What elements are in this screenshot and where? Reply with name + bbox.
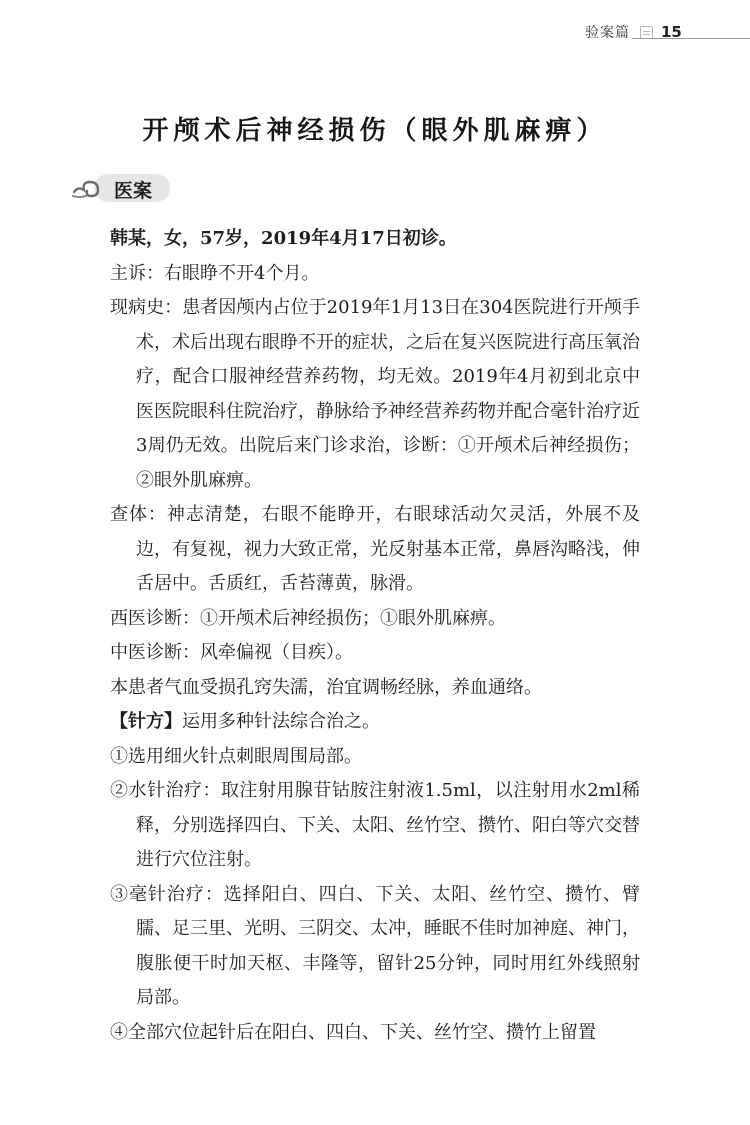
paragraph: ①选用细火针点刺眼周围局部。 <box>110 745 362 767</box>
paragraph: ②水针治疗：取注射用腺苷钴胺注射液1.5ml，以注射用水2ml稀释，分别选择四白、下关、太阳、丝竹空、攒竹、阳白等穴交替进行穴位注射。 <box>110 780 640 870</box>
badge-label: 医案 <box>114 180 153 202</box>
page-title: 开颅术后神经损伤（眼外肌麻痹） <box>142 116 608 146</box>
paragraph: 查体：神志清楚，右眼不能睁开，右眼球活动欠灵活，外展不及边，有复视，视力大致正常，光反射基本正常，鼻唇沟略浅，伸舌居中。舌质红，舌苔薄黄，脉滑。 <box>110 504 640 594</box>
paragraph: ③毫针治疗：选择阳白、四白、下关、太阳、丝竹空、攒竹、臂臑、足三里、光明、三阴交、太冲，睡眠不佳时加神庭、神门，腹胀便干时加天枢、丰隆等，留针25分钟，同时用红外线照射局部。 <box>110 883 640 1008</box>
prescription-label: 【针方】 <box>110 711 182 732</box>
running-head <box>585 20 682 44</box>
header-rule <box>632 38 750 39</box>
case-body <box>110 222 640 1050</box>
page-number: 15 <box>661 23 682 41</box>
paragraph: 本患者气血受损孔窍失濡，治宜调畅经脉，养血通络。 <box>110 676 542 698</box>
paragraph: 中医诊断：风牵偏视（目疾）。 <box>110 642 353 663</box>
paragraph: 韩某，女，57岁，2019年4月17日初诊。 <box>110 228 457 249</box>
case-badge <box>72 174 170 202</box>
paragraph <box>110 705 640 740</box>
paragraph-text: 运用多种针法综合治之。 <box>182 711 380 732</box>
paragraph: 西医诊断：①开颅术后神经损伤；①眼外肌麻痹。 <box>110 607 506 629</box>
paragraph: ④全部穴位起针后在阳白、四白、下关、丝竹空、攒竹上留置 <box>110 1021 596 1043</box>
section-marker-icon <box>640 26 653 39</box>
paragraph: 主诉：右眼睁不开4个月。 <box>110 262 320 284</box>
running-head-section: 验案篇 <box>585 25 630 41</box>
paragraph: 现病史：患者因颅内占位于2019年1月13日在304医院进行开颅手术，术后出现右眼睁不开的症状，之后在复兴医院进行高压氧治疗，配合口服神经营养药物，均无效。2019年4月初到北京中医医院眼科住院治疗，静脉给予神经营养药物并配合毫针治疗近3周仍无效。出院后来门诊求治，诊断：①开颅术后神经损伤；②眼外肌麻痹。 <box>110 297 640 491</box>
cloud-swirl-icon <box>72 176 102 200</box>
